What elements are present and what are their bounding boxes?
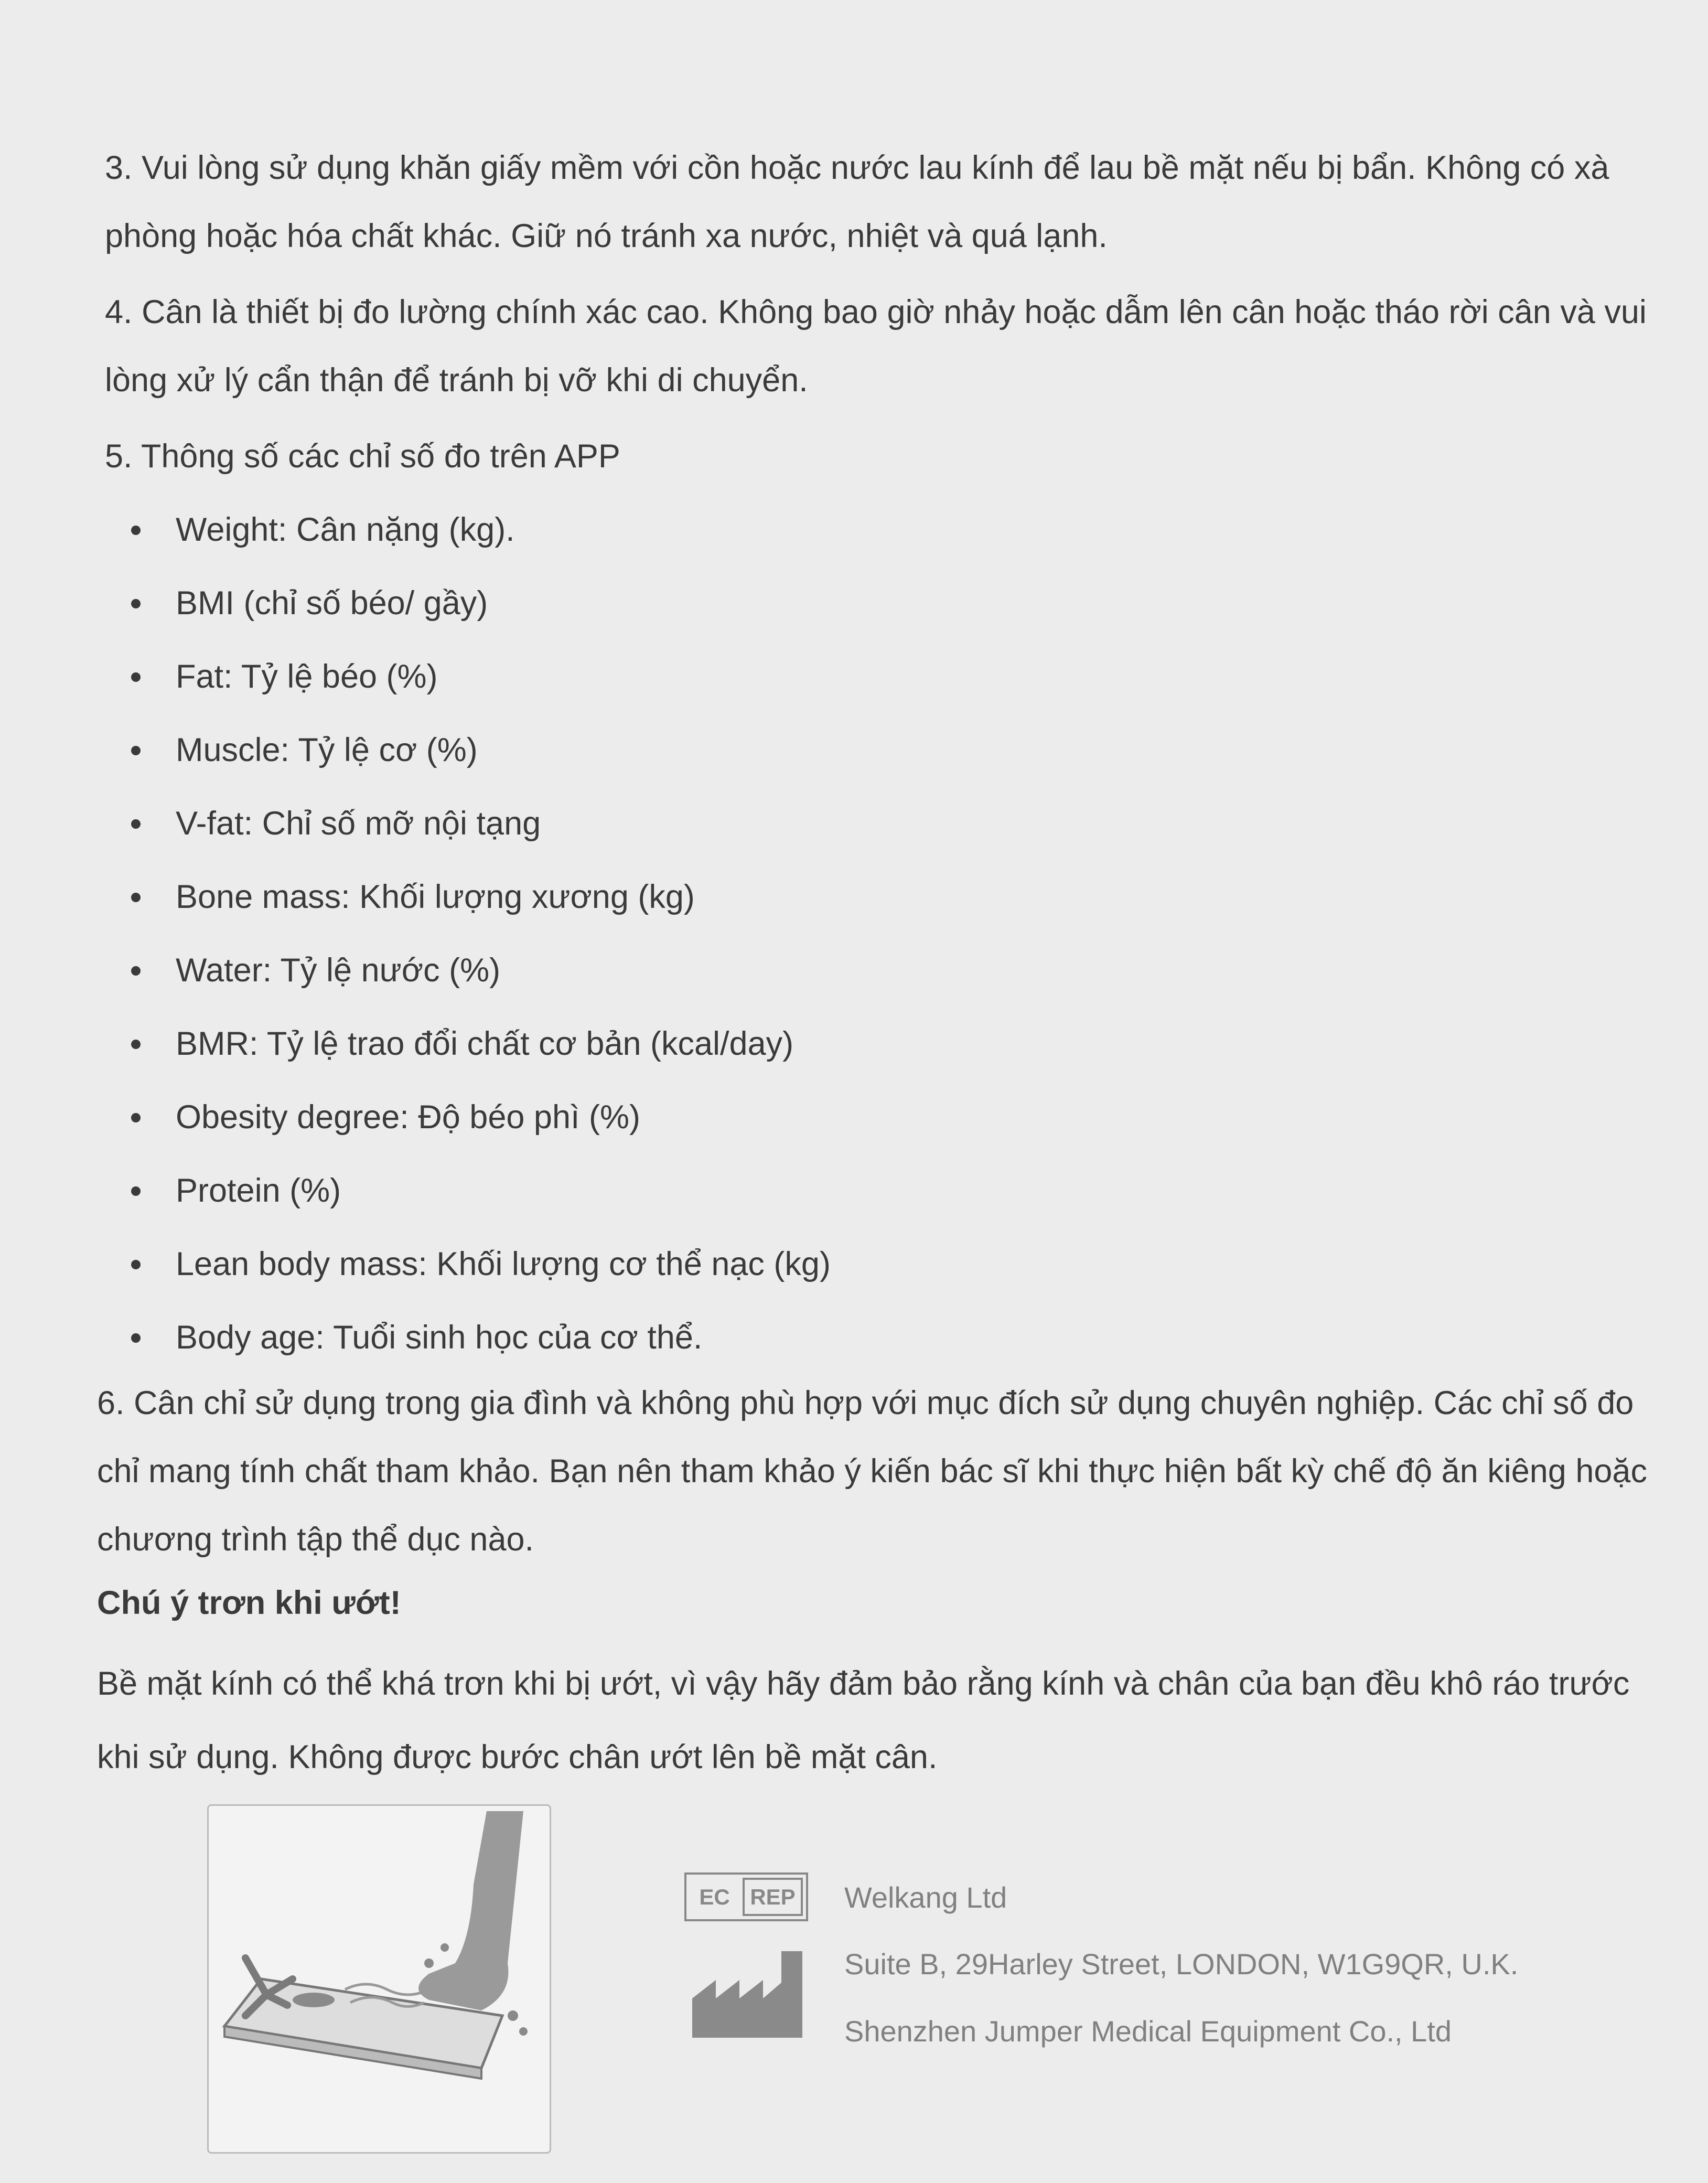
foot-slip-icon	[209, 1806, 550, 2152]
list-item: Muscle: Tỷ lệ cơ (%)	[126, 713, 831, 787]
list-item: BMR: Tỷ lệ trao đổi chất cơ bản (kcal/day)	[126, 1007, 831, 1080]
ec-label: EC	[699, 1884, 730, 1909]
list-item: Bone mass: Khối lượng xương (kg)	[126, 860, 831, 934]
representative-address: Suite B, 29Harley Street, LONDON, W1G9QR, U.K.	[844, 1947, 1519, 1981]
list-item: Obesity degree: Độ béo phì (%)	[126, 1080, 831, 1154]
list-item: BMI (chỉ số béo/ gầy)	[126, 566, 831, 640]
list-item: Protein (%)	[126, 1154, 831, 1227]
list-item: Weight: Cân nặng (kg).	[126, 493, 831, 566]
manufacturer-name: Shenzhen Jumper Medical Equipment Co., Ltd	[844, 2015, 1452, 2048]
list-item: V-fat: Chỉ số mỡ nội tạng	[126, 787, 831, 860]
wet-surface-illustration	[207, 1804, 551, 2154]
rep-label: REP	[743, 1878, 803, 1916]
ec-rep-symbol	[684, 1872, 808, 1921]
list-item: Water: Tỷ lệ nước (%)	[126, 934, 831, 1007]
instruction-4: 4. Cân là thiết bị đo lường chính xác cao. Không bao giờ nhảy hoặc dẫm lên cân hoặc tháo rời cân và vui lòng xử lý cẩn thận để tránh bị vỡ khi di chuyển.	[105, 294, 1647, 399]
list-item: Lean body mass: Khối lượng cơ thể nạc (kg)	[126, 1227, 831, 1301]
metrics-list	[126, 493, 831, 1374]
instruction-3: 3. Vui lòng sử dụng khăn giấy mềm với cồn hoặc nước lau kính để lau bề mặt nếu bị bẩn. Không có xà phòng hoặc hóa chất khác. Giữ nó tránh xa nước, nhiệt và quá lạnh.	[105, 149, 1609, 254]
warning-title: Chú ý trơn khi ướt!	[97, 1585, 401, 1621]
representative-name: Welkang Ltd	[844, 1881, 1007, 1914]
instruction-6: 6. Cân chỉ sử dụng trong gia đình và không phù hợp với mục đích sử dụng chuyên nghiệp. Các chỉ số đo chỉ mang tính chất tham khảo. Bạn nên tham khảo ý kiến bác sĩ khi thực hiện bất kỳ chế độ ăn kiêng hoặc chương trình tập thể dục nào.	[97, 1385, 1647, 1558]
list-item: Fat: Tỷ lệ béo (%)	[126, 640, 831, 713]
list-item: Body age: Tuổi sinh học của cơ thể.	[126, 1301, 831, 1374]
manufacturer-icon	[692, 1951, 802, 2038]
instruction-5: 5. Thông số các chỉ số đo trên APP	[105, 438, 620, 475]
warning-text: Bề mặt kính có thể khá trơn khi bị ướt, vì vậy hãy đảm bảo rằng kính và chân của bạn đều khô ráo trước khi sử dụng. Không được bước chân ướt lên bề mặt cân.	[97, 1665, 1630, 1775]
